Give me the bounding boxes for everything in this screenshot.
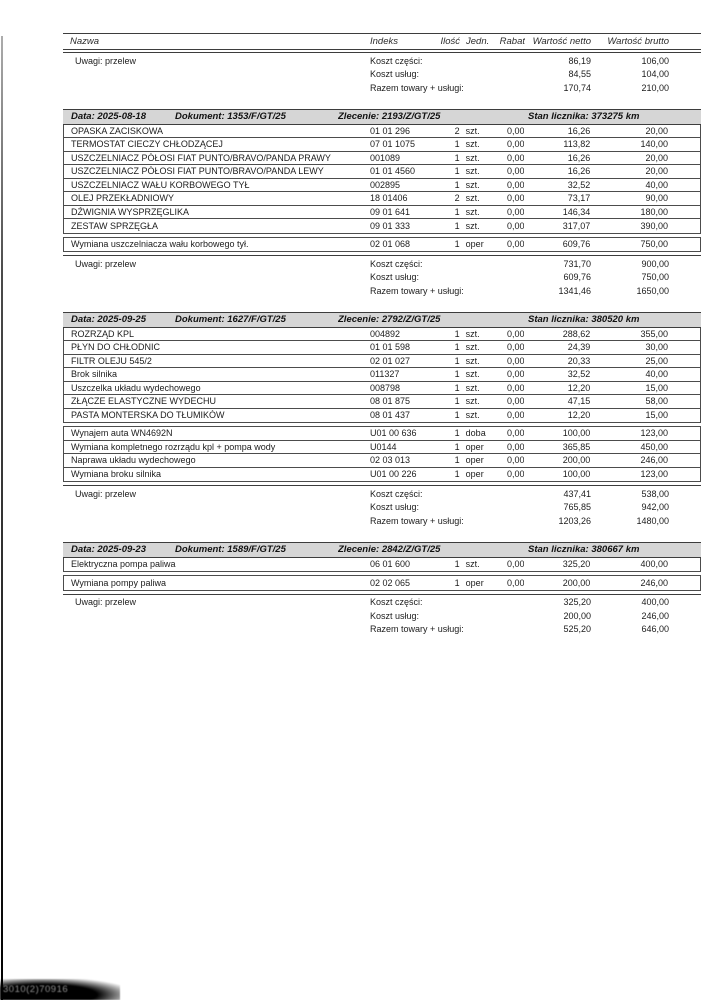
cell-indeks: 09 01 641 — [369, 206, 411, 217]
service-entry-section — [63, 542, 701, 637]
cell-indeks: U01 00 226 — [369, 469, 417, 480]
cell-wartosc-netto: 317,07 — [562, 220, 591, 231]
service-entry-section — [63, 109, 701, 298]
summary-block — [63, 255, 701, 298]
cell-wartosc-netto: 100,00 — [562, 428, 591, 439]
cell-rabat: 0,00 — [506, 369, 525, 380]
cell-wartosc-brutto: 40,00 — [645, 179, 668, 190]
cell-jedn: szt. — [465, 559, 480, 570]
cell-indeks: 06 01 600 — [369, 559, 411, 570]
cell-wartosc-netto: 113,82 — [563, 139, 591, 150]
cell-indeks: 011327 — [369, 369, 400, 380]
cell-ilosc: 1 — [454, 469, 460, 480]
part-row — [64, 395, 700, 409]
cell-wartosc-netto: 32,52 — [567, 179, 591, 190]
section-document-number: Dokument: 1353/F/GT/25 — [175, 111, 286, 122]
summary-row — [63, 68, 701, 82]
summary-brutto-value: 646,00 — [641, 624, 669, 635]
cell-wartosc-brutto: 140,00 — [640, 139, 668, 150]
summary-row — [63, 514, 701, 528]
cell-indeks: U01 00 636 — [369, 428, 417, 439]
summary-brutto-value: 538,00 — [641, 488, 669, 499]
summary-row — [63, 609, 701, 623]
cell-indeks: 08 01 437 — [369, 410, 411, 421]
cell-wartosc-netto: 200,00 — [562, 455, 591, 466]
cell-wartosc-brutto: 450,00 — [640, 441, 668, 452]
summary-block — [63, 52, 701, 95]
services-table — [63, 426, 701, 482]
cell-indeks: 01 01 296 — [369, 125, 411, 136]
section-header-bar — [63, 109, 701, 125]
cell-wartosc-netto: 16,26 — [567, 125, 591, 136]
summary-cost-label: Koszt usług: — [370, 610, 420, 621]
cell-rabat: 0,00 — [506, 382, 525, 393]
cell-jedn: szt. — [465, 193, 480, 204]
cell-wartosc-brutto: 246,00 — [640, 455, 668, 466]
summary-brutto-value: 210,00 — [641, 82, 669, 93]
summary-row — [63, 596, 701, 610]
part-row — [64, 138, 700, 152]
cell-indeks: 02 03 013 — [369, 455, 411, 466]
part-row — [64, 341, 700, 355]
cell-ilosc: 1 — [454, 382, 460, 393]
cell-nazwa: Wymiana pompy paliwa — [71, 577, 166, 588]
cell-wartosc-brutto: 123,00 — [640, 469, 668, 480]
part-row — [64, 152, 700, 166]
cell-wartosc-netto: 325,20 — [562, 559, 591, 570]
cell-rabat: 0,00 — [506, 125, 525, 136]
column-header-rabat: Rabat — [499, 36, 525, 47]
cell-jedn: szt. — [465, 166, 480, 177]
summary-netto-value: 1341,46 — [558, 285, 591, 296]
cell-ilosc: 1 — [454, 410, 460, 421]
section-odometer: Stan licznika: 380667 km — [528, 544, 640, 555]
cell-jedn: szt. — [465, 396, 480, 407]
summary-row — [63, 623, 701, 637]
summary-block — [63, 594, 701, 637]
cell-rabat: 0,00 — [506, 166, 525, 177]
cell-ilosc: 1 — [454, 179, 460, 190]
summary-row — [63, 54, 701, 68]
cell-jedn: szt. — [465, 382, 480, 393]
cell-ilosc: 1 — [454, 342, 460, 353]
cell-jedn: oper — [465, 441, 484, 452]
part-row — [64, 328, 700, 342]
summary-cost-label: Razem towary + usługi: — [370, 624, 464, 635]
summary-cost-label: Koszt części: — [370, 488, 423, 499]
cell-wartosc-netto: 47,15 — [567, 396, 591, 407]
cell-jedn: oper — [465, 239, 484, 250]
summary-cost-label: Razem towary + usługi: — [370, 82, 464, 93]
section-order-number: Zlecenie: 2842/Z/GT/25 — [338, 544, 441, 555]
scan-smudge-artifact — [0, 979, 120, 1000]
table-column-header-row — [63, 33, 701, 50]
column-header-nazwa: Nazwa — [70, 36, 100, 47]
cell-indeks: 01 01 598 — [369, 342, 411, 353]
cell-indeks: 07 01 1075 — [369, 139, 416, 150]
summary-netto-value: 200,00 — [563, 610, 591, 621]
cell-indeks: 004892 — [369, 328, 401, 339]
cell-ilosc: 2 — [454, 193, 460, 204]
cell-wartosc-netto: 73,17 — [567, 193, 591, 204]
part-row — [64, 355, 700, 369]
part-row — [64, 382, 700, 396]
summary-netto-value: 84,55 — [568, 69, 591, 80]
summary-cost-label: Koszt usług: — [370, 272, 420, 283]
summary-row — [63, 271, 701, 285]
cell-nazwa: USZCZELNIACZ PÓŁOSI FIAT PUNTO/BRAVO/PANDA LEWY — [71, 166, 324, 177]
cell-wartosc-brutto: 90,00 — [645, 193, 668, 204]
cell-ilosc: 1 — [454, 428, 460, 439]
section-summary — [63, 594, 701, 637]
cell-rabat: 0,00 — [506, 206, 525, 217]
cell-ilosc: 1 — [454, 355, 460, 366]
service-row — [64, 468, 700, 482]
cell-rabat: 0,00 — [506, 179, 525, 190]
section-order-number: Zlecenie: 2792/Z/GT/25 — [338, 314, 441, 325]
cell-wartosc-brutto: 25,00 — [645, 355, 668, 366]
summary-brutto-value: 900,00 — [641, 258, 669, 269]
cell-jedn: oper — [465, 577, 484, 588]
cell-nazwa: ZŁĄCZE ELASTYCZNE WYDECHU — [71, 396, 217, 407]
cell-jedn: szt. — [465, 369, 480, 380]
cell-wartosc-netto: 609,76 — [562, 239, 591, 250]
parts-table — [63, 125, 701, 234]
cell-nazwa: USZCZELNIACZ WAŁU KORBOWEGO TYŁ — [71, 179, 250, 190]
summary-netto-value: 437,41 — [563, 488, 591, 499]
cell-nazwa: DŹWIGNIA WYSPRZĘGLIKA — [71, 206, 190, 217]
cell-wartosc-brutto: 123,00 — [640, 428, 668, 439]
summary-row — [63, 284, 701, 298]
part-row — [64, 409, 700, 423]
parts-table — [63, 558, 701, 573]
cell-ilosc: 1 — [454, 328, 460, 339]
cell-ilosc: 1 — [454, 369, 460, 380]
cell-jedn: oper — [465, 455, 484, 466]
cell-wartosc-brutto: 15,00 — [645, 410, 668, 421]
cell-ilosc: 1 — [454, 139, 460, 150]
cell-jedn: szt. — [465, 220, 480, 231]
cell-wartosc-netto: 288,62 — [562, 328, 591, 339]
cell-jedn: szt. — [465, 125, 480, 136]
section-header-bar — [63, 542, 701, 558]
cell-indeks: 02 01 068 — [369, 239, 411, 250]
cell-ilosc: 1 — [454, 206, 460, 217]
cell-ilosc: 1 — [454, 396, 460, 407]
services-table — [63, 575, 701, 591]
cell-wartosc-brutto: 20,00 — [645, 125, 668, 136]
cell-wartosc-brutto: 180,00 — [640, 206, 668, 217]
cell-jedn: doba — [465, 428, 486, 439]
summary-brutto-value: 104,00 — [641, 69, 669, 80]
column-header-indeks: Indeks — [370, 36, 398, 47]
cell-wartosc-netto: 12,20 — [567, 382, 591, 393]
summary-cost-label: Koszt części: — [370, 597, 423, 608]
section-order-number: Zlecenie: 2193/Z/GT/25 — [338, 111, 441, 122]
service-row — [64, 576, 700, 590]
uwagi-label: Uwagi: przelew — [75, 488, 137, 499]
section-header-bar — [63, 312, 701, 328]
summary-netto-value: 525,20 — [563, 624, 591, 635]
column-header-wartosc-netto: Wartość netto — [532, 36, 591, 47]
cell-indeks: 001089 — [369, 152, 401, 163]
summary-brutto-value: 1480,00 — [636, 515, 669, 526]
column-header-jedn: Jedn. — [466, 36, 490, 47]
summary-netto-value: 609,76 — [563, 272, 591, 283]
cell-ilosc: 1 — [454, 220, 460, 231]
part-row — [64, 558, 700, 572]
cell-nazwa: FILTR OLEJU 545/2 — [71, 355, 152, 366]
section-document-number: Dokument: 1627/F/GT/25 — [175, 314, 286, 325]
summary-netto-value: 1203,26 — [558, 515, 591, 526]
cell-wartosc-brutto: 15,00 — [645, 382, 668, 393]
part-row — [64, 368, 700, 382]
cell-jedn: szt. — [465, 179, 480, 190]
summary-cost-label: Koszt części: — [370, 55, 423, 66]
summary-brutto-value: 1650,00 — [636, 285, 669, 296]
section-date: Data: 2025-08-18 — [71, 111, 146, 122]
cell-wartosc-brutto: 58,00 — [645, 396, 668, 407]
cell-indeks: U0144 — [369, 441, 397, 452]
uwagi-label: Uwagi: przelew — [75, 258, 137, 269]
cell-ilosc: 1 — [454, 166, 460, 177]
cell-nazwa: Naprawa układu wydechowego — [71, 455, 196, 466]
cell-jedn: szt. — [465, 342, 480, 353]
cell-ilosc: 1 — [454, 239, 460, 250]
service-row — [64, 427, 700, 441]
cell-rabat: 0,00 — [506, 139, 525, 150]
summary-netto-value: 325,20 — [563, 597, 591, 608]
cell-nazwa: ROZRZĄD KPL — [71, 328, 135, 339]
cell-wartosc-brutto: 750,00 — [640, 239, 668, 250]
cell-indeks: 002895 — [369, 179, 401, 190]
cell-rabat: 0,00 — [506, 239, 525, 250]
cell-jedn: szt. — [465, 355, 480, 366]
cell-ilosc: 2 — [454, 125, 460, 136]
cell-wartosc-brutto: 40,00 — [645, 369, 668, 380]
cell-jedn: szt. — [465, 152, 480, 163]
cell-nazwa: PŁYN DO CHŁODNIC — [71, 342, 161, 353]
cell-nazwa: OPASKA ZACISKOWA — [71, 125, 164, 136]
section-summary — [63, 255, 701, 298]
cell-nazwa: TERMOSTAT CIECZY CHŁODZĄCEJ — [71, 139, 223, 150]
cell-rabat: 0,00 — [506, 152, 525, 163]
summary-row — [63, 81, 701, 95]
summary-cost-label: Razem towary + usługi: — [370, 285, 464, 296]
summary-cost-label: Koszt usług: — [370, 69, 420, 80]
cell-nazwa: Wymiana uszczelniacza wału korbowego tył. — [71, 239, 249, 250]
service-row — [64, 441, 700, 455]
cell-wartosc-netto: 20,33 — [567, 355, 591, 366]
summary-row — [63, 501, 701, 515]
summary-cost-label: Razem towary + usługi: — [370, 515, 464, 526]
summary-brutto-value: 246,00 — [641, 610, 669, 621]
cell-nazwa: Wynajem auta WN4692N — [71, 428, 173, 439]
uwagi-label: Uwagi: przelew — [75, 55, 137, 66]
cell-wartosc-brutto: 355,00 — [640, 328, 668, 339]
cell-indeks: 01 01 4560 — [369, 166, 416, 177]
document-content — [63, 33, 701, 636]
cell-indeks: 02 01 027 — [369, 355, 411, 366]
column-header-ilosc: Ilość — [440, 36, 460, 47]
cell-jedn: szt. — [465, 139, 480, 150]
summary-cost-label: Koszt części: — [370, 258, 423, 269]
cell-rabat: 0,00 — [506, 396, 525, 407]
cell-indeks: 008798 — [369, 382, 401, 393]
cell-jedn: szt. — [465, 206, 480, 217]
cell-wartosc-brutto: 20,00 — [645, 152, 668, 163]
summary-netto-value: 765,85 — [563, 502, 591, 513]
services-table — [63, 237, 701, 253]
cell-nazwa: Wymiana kompletnego rozrządu kpl + pompa wody — [71, 441, 276, 452]
cell-ilosc: 1 — [454, 577, 460, 588]
summary-cost-label: Koszt usług: — [370, 502, 420, 513]
cell-wartosc-netto: 365,85 — [562, 441, 591, 452]
cell-ilosc: 1 — [454, 441, 460, 452]
scan-artifact-text: 3010(2)70916 — [3, 984, 69, 995]
cell-rabat: 0,00 — [506, 559, 525, 570]
service-row — [64, 454, 700, 468]
summary-block — [63, 485, 701, 528]
cell-wartosc-netto: 16,26 — [567, 152, 591, 163]
cell-wartosc-netto: 12,20 — [567, 410, 591, 421]
cell-wartosc-netto: 16,26 — [567, 166, 591, 177]
section-summary — [63, 485, 701, 528]
cell-rabat: 0,00 — [506, 441, 525, 452]
cell-indeks: 09 01 333 — [369, 220, 411, 231]
cell-wartosc-netto: 200,00 — [562, 577, 591, 588]
section-document-number: Dokument: 1589/F/GT/25 — [175, 544, 286, 555]
cell-nazwa: Uszczelka układu wydechowego — [71, 382, 201, 393]
cell-wartosc-brutto: 400,00 — [640, 559, 668, 570]
cell-wartosc-brutto: 246,00 — [640, 577, 668, 588]
carryover-summary — [63, 52, 701, 95]
uwagi-label: Uwagi: przelew — [75, 597, 137, 608]
summary-netto-value: 731,70 — [563, 258, 591, 269]
summary-brutto-value: 750,00 — [641, 272, 669, 283]
cell-rabat: 0,00 — [506, 469, 525, 480]
part-row — [64, 125, 700, 139]
cell-nazwa: USZCZELNIACZ PÓŁOSI FIAT PUNTO/BRAVO/PANDA PRAWY — [71, 152, 331, 163]
cell-rabat: 0,00 — [506, 410, 525, 421]
summary-netto-value: 86,19 — [568, 55, 591, 66]
cell-jedn: szt. — [465, 328, 480, 339]
cell-indeks: 08 01 875 — [369, 396, 411, 407]
service-row — [64, 238, 700, 252]
summary-netto-value: 170,74 — [563, 82, 591, 93]
cell-ilosc: 1 — [454, 455, 460, 466]
cell-wartosc-netto: 100,00 — [562, 469, 591, 480]
cell-nazwa: Brok silnika — [71, 369, 118, 380]
cell-wartosc-netto: 146,34 — [562, 206, 591, 217]
part-row — [64, 206, 700, 220]
summary-brutto-value: 942,00 — [641, 502, 669, 513]
cell-ilosc: 1 — [454, 152, 460, 163]
cell-wartosc-brutto: 20,00 — [645, 166, 668, 177]
summary-brutto-value: 106,00 — [641, 55, 669, 66]
cell-nazwa: Elektryczna pompa paliwa — [71, 559, 176, 570]
cell-rabat: 0,00 — [506, 342, 525, 353]
cell-rabat: 0,00 — [506, 455, 525, 466]
cell-indeks: 18 01406 — [369, 193, 408, 204]
service-entries — [63, 109, 701, 637]
summary-row — [63, 487, 701, 501]
part-row — [64, 165, 700, 179]
cell-ilosc: 1 — [454, 559, 460, 570]
cell-wartosc-brutto: 390,00 — [640, 220, 668, 231]
section-odometer: Stan licznika: 380520 km — [528, 314, 640, 325]
section-odometer: Stan licznika: 373275 km — [528, 111, 640, 122]
cell-wartosc-brutto: 30,00 — [645, 342, 668, 353]
part-row — [64, 219, 700, 233]
cell-indeks: 02 02 065 — [369, 577, 411, 588]
cell-rabat: 0,00 — [506, 355, 525, 366]
cell-nazwa: Wymiana broku silnika — [71, 469, 161, 480]
cell-wartosc-netto: 32,52 — [567, 369, 591, 380]
parts-table — [63, 328, 701, 424]
cell-rabat: 0,00 — [506, 428, 525, 439]
cell-rabat: 0,00 — [506, 577, 525, 588]
section-date: Data: 2025-09-25 — [71, 314, 146, 325]
part-row — [64, 179, 700, 193]
section-date: Data: 2025-09-23 — [71, 544, 146, 555]
column-header-wartosc-brutto: Wartość brutto — [607, 36, 669, 47]
scan-edge-artifact — [1, 36, 3, 1000]
cell-nazwa: OLEJ PRZEKŁADNIOWY — [71, 193, 175, 204]
cell-rabat: 0,00 — [506, 220, 525, 231]
part-row — [64, 192, 700, 206]
cell-nazwa: PASTA MONTERSKA DO TŁUMIKÓW — [71, 410, 225, 421]
cell-rabat: 0,00 — [506, 328, 525, 339]
cell-wartosc-netto: 24,39 — [567, 342, 591, 353]
cell-jedn: szt. — [465, 410, 480, 421]
cell-rabat: 0,00 — [506, 193, 525, 204]
service-entry-section — [63, 312, 701, 528]
summary-row — [63, 257, 701, 271]
summary-brutto-value: 400,00 — [641, 597, 669, 608]
cell-jedn: oper — [465, 469, 484, 480]
cell-nazwa: ZESTAW SPRZĘGŁA — [71, 220, 159, 231]
